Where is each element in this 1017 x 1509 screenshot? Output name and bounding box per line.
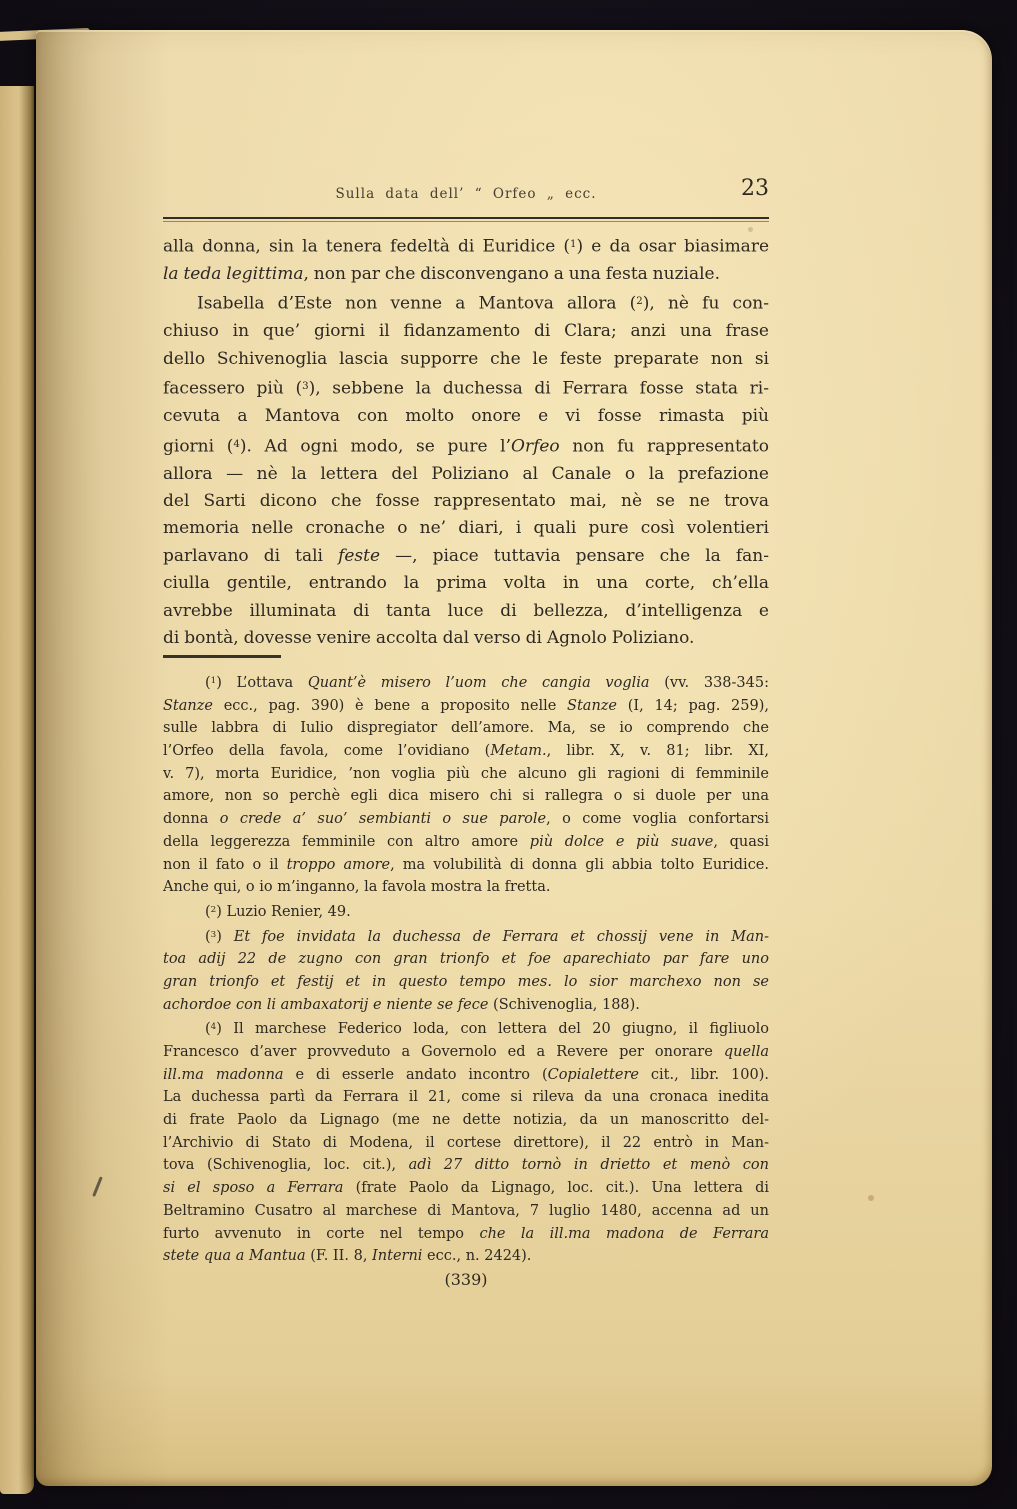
text-line: tova (Schivenoglia, loc. cit.), adì 27 ditto tornò in drietto et menò con <box>163 1157 769 1174</box>
text-line: si el sposo a Ferrara (frate Paolo da Lignago, loc. cit.). Una lettera di <box>163 1180 769 1197</box>
text-line: chiuso in que’ giorni il fidanzamento di Clara; anzi una frase <box>163 321 769 342</box>
text-line: v. 7), morta Euridice, ’non voglia più che alcuno gli ragioni di femminile <box>163 765 769 782</box>
text-line: stete qua a Mantua (F. II. 8, Interni ecc., n. 2424). <box>163 1248 532 1265</box>
text-line: achordoe con li ambaxatorij e niente se fece (Schivenoglia, 188). <box>163 996 640 1013</box>
text-line: allora — nè la lettera del Poliziano al Canale o la prefazione <box>163 463 769 484</box>
text-line: dello Schivenoglia lascia supporre che le feste preparate non si <box>163 348 769 369</box>
text-line: l’Orfeo della favola, come l’ovidiano (Metam., libr. X, v. 81; libr. XI, <box>163 743 770 760</box>
text-line: avrebbe illuminata di tanta luce di bellezza, d’intelligenza e <box>163 600 769 621</box>
text-line: Isabella d’Este non venne a Mantova allora ($^2$), nè fu con- <box>197 293 769 314</box>
text-line: memoria nelle cronache o ne’ diari, i quali pure così volentieri <box>163 518 769 539</box>
header-rule <box>163 217 769 219</box>
text-line: ($^3$) Et foe invidata la duchessa de Ferrara et chossij vene in Man- <box>205 928 769 945</box>
book-page-edges <box>0 86 34 1494</box>
text-line: La duchessa partì da Ferrara il 21, come si rileva da una cronaca inedita <box>163 1089 769 1106</box>
text-line: della leggerezza femminile con altro amore più dolce e più suave, quasi <box>163 833 769 850</box>
text-line: ($^2$) Luzio Renier, 49. <box>205 903 351 920</box>
text-line: toa adij 22 de zugno con gran trionfo et foe aparechiato par fare uno <box>163 951 769 968</box>
text-line: sulle labbra di Iulio dispregiator dell’amore. Ma, se io comprendo che <box>163 720 769 737</box>
text-line: gran trionfo et festij et in questo tempo mes. lo sior marchexo non se <box>163 973 769 990</box>
text-line: Francesco d’aver provveduto a Governolo ed a Revere per onorare quella <box>163 1043 769 1060</box>
text-line: alla donna, sin la tenera fedeltà di Euridice ($^1$) e da osar biasimare <box>163 236 770 257</box>
text-line: ciulla gentile, entrando la prima volta in una corte, ch’ella <box>163 573 769 594</box>
text-line: la teda legittima, non par che disconvengano a una festa nuziale. <box>163 263 721 284</box>
header-rule-shadow <box>163 221 769 222</box>
text-line: Stanze ecc., pag. 390) è bene a proposito nelle Stanze (I, 14; pag. 259), <box>163 697 769 714</box>
text-line: ill.ma madonna e di esserle andato incontro (Copialettere cit., libr. 100). <box>163 1066 769 1083</box>
book-page <box>36 30 992 1486</box>
text-line: giorni ($^4$). Ad ogni modo, se pure l’Orfeo non fu rappresentato <box>163 436 769 457</box>
footnotes-block <box>163 670 769 1268</box>
text-line: ($^1$) L’ottava Quant’è misero l’uom che cangia voglia (vv. 338-345: <box>205 674 769 691</box>
text-line: di frate Paolo da Lignago (me ne dette notizia, da un manoscritto del- <box>163 1111 769 1128</box>
text-line: non il fato o il troppo amore, ma volubilità di donna gli abbia tolto Euridice. <box>163 856 770 873</box>
text-line: ($^4$) Il marchese Federico loda, con lettera del 20 giugno, il figliuolo <box>205 1021 769 1038</box>
text-line: amore, non so perchè egli dica misero chi si rallegra o si duole per una <box>163 788 769 805</box>
text-line: l’Archivio di Stato di Modena, il cortese direttore), il 22 entrò in Man- <box>163 1134 769 1151</box>
page-number: 23 <box>741 176 769 201</box>
text-line: parlavano di tali feste —, piace tuttavia pensare che la fan- <box>163 545 769 566</box>
text-line: di bontà, dovesse venire accolta dal verso di Agnolo Poliziano. <box>163 628 695 648</box>
main-text-block <box>163 231 769 652</box>
foxing-spot <box>868 1195 874 1201</box>
running-title: Sulla data dell’ “ Orfeo „ ecc. <box>335 186 597 202</box>
footnote-separator-rule <box>163 655 281 658</box>
text-line: Beltramino Cusatro al marchese di Mantova, 7 luglio 1480, accenna ad un <box>163 1202 769 1219</box>
text-line: donna o crede a’ suo’ sembianti o sue parole, o come voglia confortarsi <box>163 811 769 828</box>
text-line: cevuta a Mantova con molto onore e vi fosse rimasta più <box>163 406 769 427</box>
text-line: facessero più ($^3$), sebbene la duchessa di Ferrara fosse stata ri- <box>163 378 769 399</box>
foxing-spot <box>748 227 753 232</box>
text-line: furto avvenuto in corte nel tempo che la ill.ma madona de Ferrara <box>163 1225 769 1242</box>
sheet-number: (339) <box>444 1270 488 1289</box>
text-line: Anche qui, o io m’inganno, la favola mostra la fretta. <box>163 879 551 896</box>
text-line: del Sarti dicono che fosse rappresentato mai, nè se ne trova <box>163 490 769 511</box>
